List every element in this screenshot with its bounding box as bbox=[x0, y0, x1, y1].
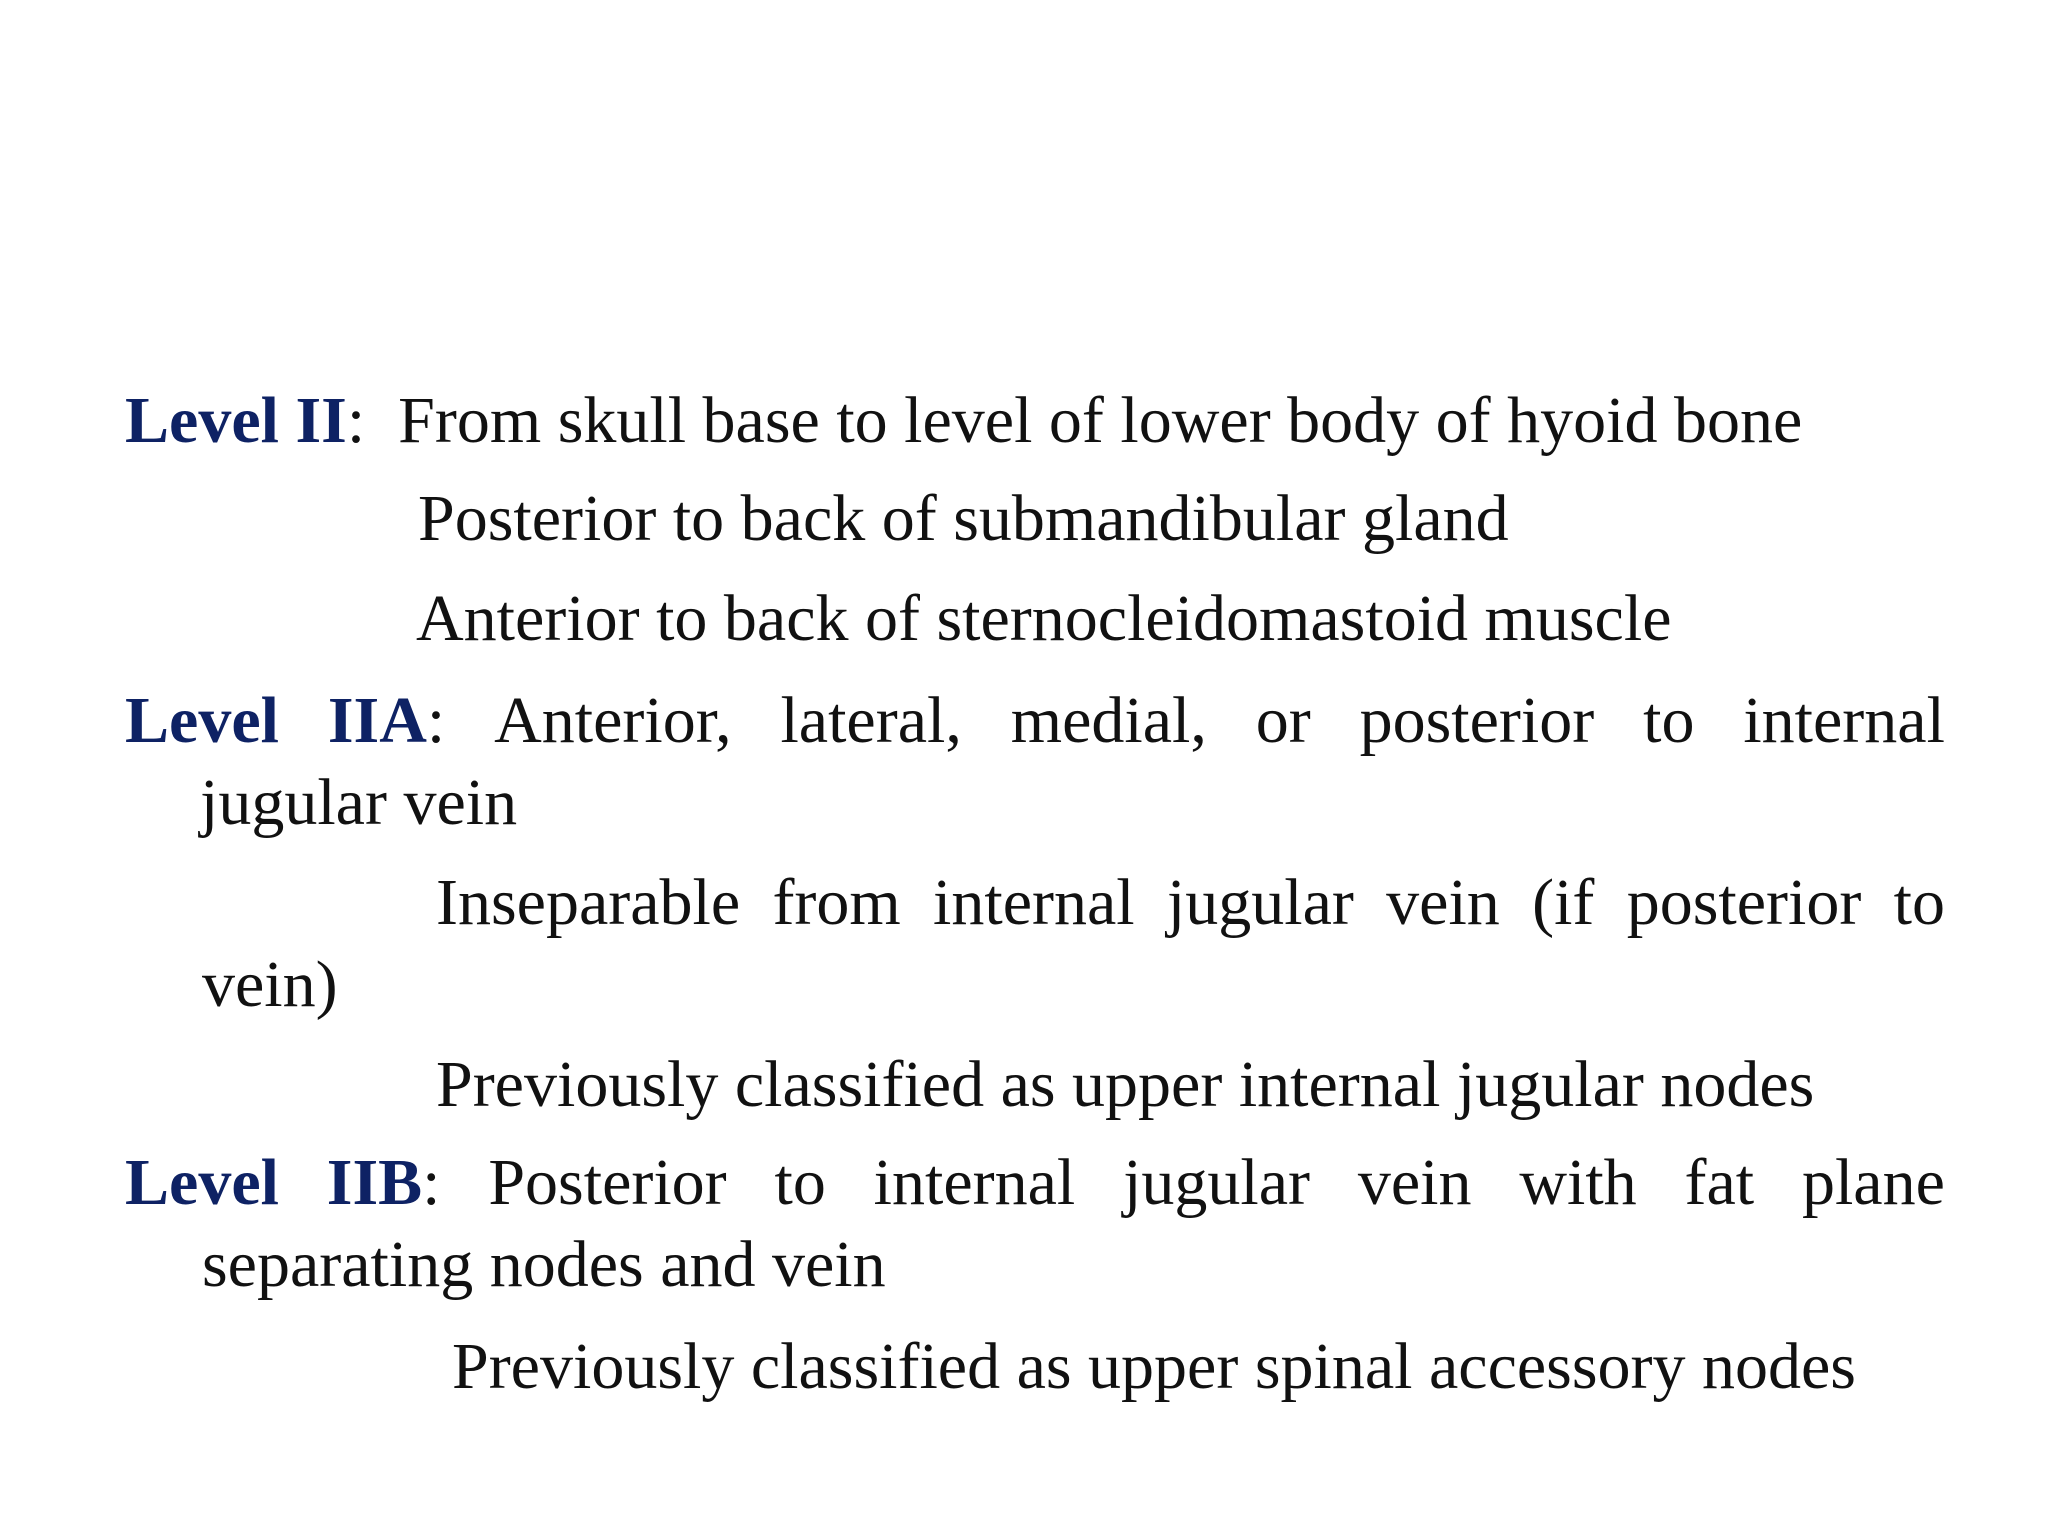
level-iia-word: medial, bbox=[1010, 684, 1207, 757]
level-iib-word: Posterior bbox=[488, 1146, 727, 1219]
level-iia-word: internal bbox=[1743, 684, 1945, 757]
level-iia-word: posterior bbox=[1359, 684, 1595, 757]
level-iia-label-word2: IIA bbox=[327, 684, 427, 757]
level-iib-line bbox=[125, 1146, 1945, 1219]
level-iib-cont: separating nodes and vein bbox=[202, 1228, 886, 1301]
level-ii-text: From skull base to level of lower body of hyoid bone bbox=[398, 384, 1803, 457]
level-iia-label-word1: Level bbox=[125, 684, 279, 757]
level-ii-colon: : bbox=[346, 384, 366, 457]
level-iia-sub1-word: (if bbox=[1532, 866, 1595, 939]
level-iib-label-wrap bbox=[326, 1146, 441, 1219]
level-iib-sub1: Previously classified as upper spinal accessory nodes bbox=[452, 1330, 1856, 1403]
level-iia-sub1-word: Inseparable bbox=[436, 866, 741, 939]
level-iia-sub1-cont: vein) bbox=[202, 948, 338, 1021]
level-ii-line bbox=[125, 384, 1803, 457]
level-iia-word: lateral, bbox=[780, 684, 962, 757]
level-iia-sub1-word: to bbox=[1893, 866, 1945, 939]
level-iia-sub1-word: vein bbox=[1386, 866, 1500, 939]
level-iib-word: vein bbox=[1357, 1146, 1472, 1219]
level-iia-word: to bbox=[1643, 684, 1695, 757]
level-iib-label-word2: IIB bbox=[326, 1146, 423, 1219]
level-iia-sub1-word: posterior bbox=[1626, 866, 1862, 939]
level-iia-colon: : bbox=[426, 684, 446, 757]
level-ii-sub2: Anterior to back of sternocleidomastoid muscle bbox=[416, 582, 1672, 655]
level-iia-sub1-word: from bbox=[772, 866, 901, 939]
level-iia-cont: jugular vein bbox=[200, 766, 518, 839]
level-iib-word: to bbox=[774, 1146, 826, 1219]
level-iib-word: plane bbox=[1801, 1146, 1945, 1219]
level-iia-word: or bbox=[1255, 684, 1311, 757]
level-iia-label-wrap bbox=[327, 684, 446, 757]
level-ii-label: Level II bbox=[125, 384, 347, 457]
level-ii-sub1: Posterior to back of submandibular gland bbox=[418, 482, 1509, 555]
level-iib-colon: : bbox=[422, 1146, 441, 1219]
level-iia-sub1-word: internal bbox=[933, 866, 1135, 939]
level-iib-word: internal bbox=[873, 1146, 1076, 1219]
level-iia-sub2: Previously classified as upper internal jugular nodes bbox=[436, 1048, 1815, 1121]
level-iia-word: Anterior, bbox=[494, 684, 732, 757]
level-iia-line bbox=[125, 684, 1945, 757]
level-iib-word: jugular bbox=[1123, 1146, 1311, 1219]
level-iib-word: with bbox=[1519, 1146, 1637, 1219]
level-iia-sub1-line bbox=[436, 866, 1945, 939]
level-iia-sub1-word: jugular bbox=[1166, 866, 1354, 939]
level-iib-word: fat bbox=[1684, 1146, 1755, 1219]
level-iib-label-word1: Level bbox=[125, 1146, 279, 1219]
